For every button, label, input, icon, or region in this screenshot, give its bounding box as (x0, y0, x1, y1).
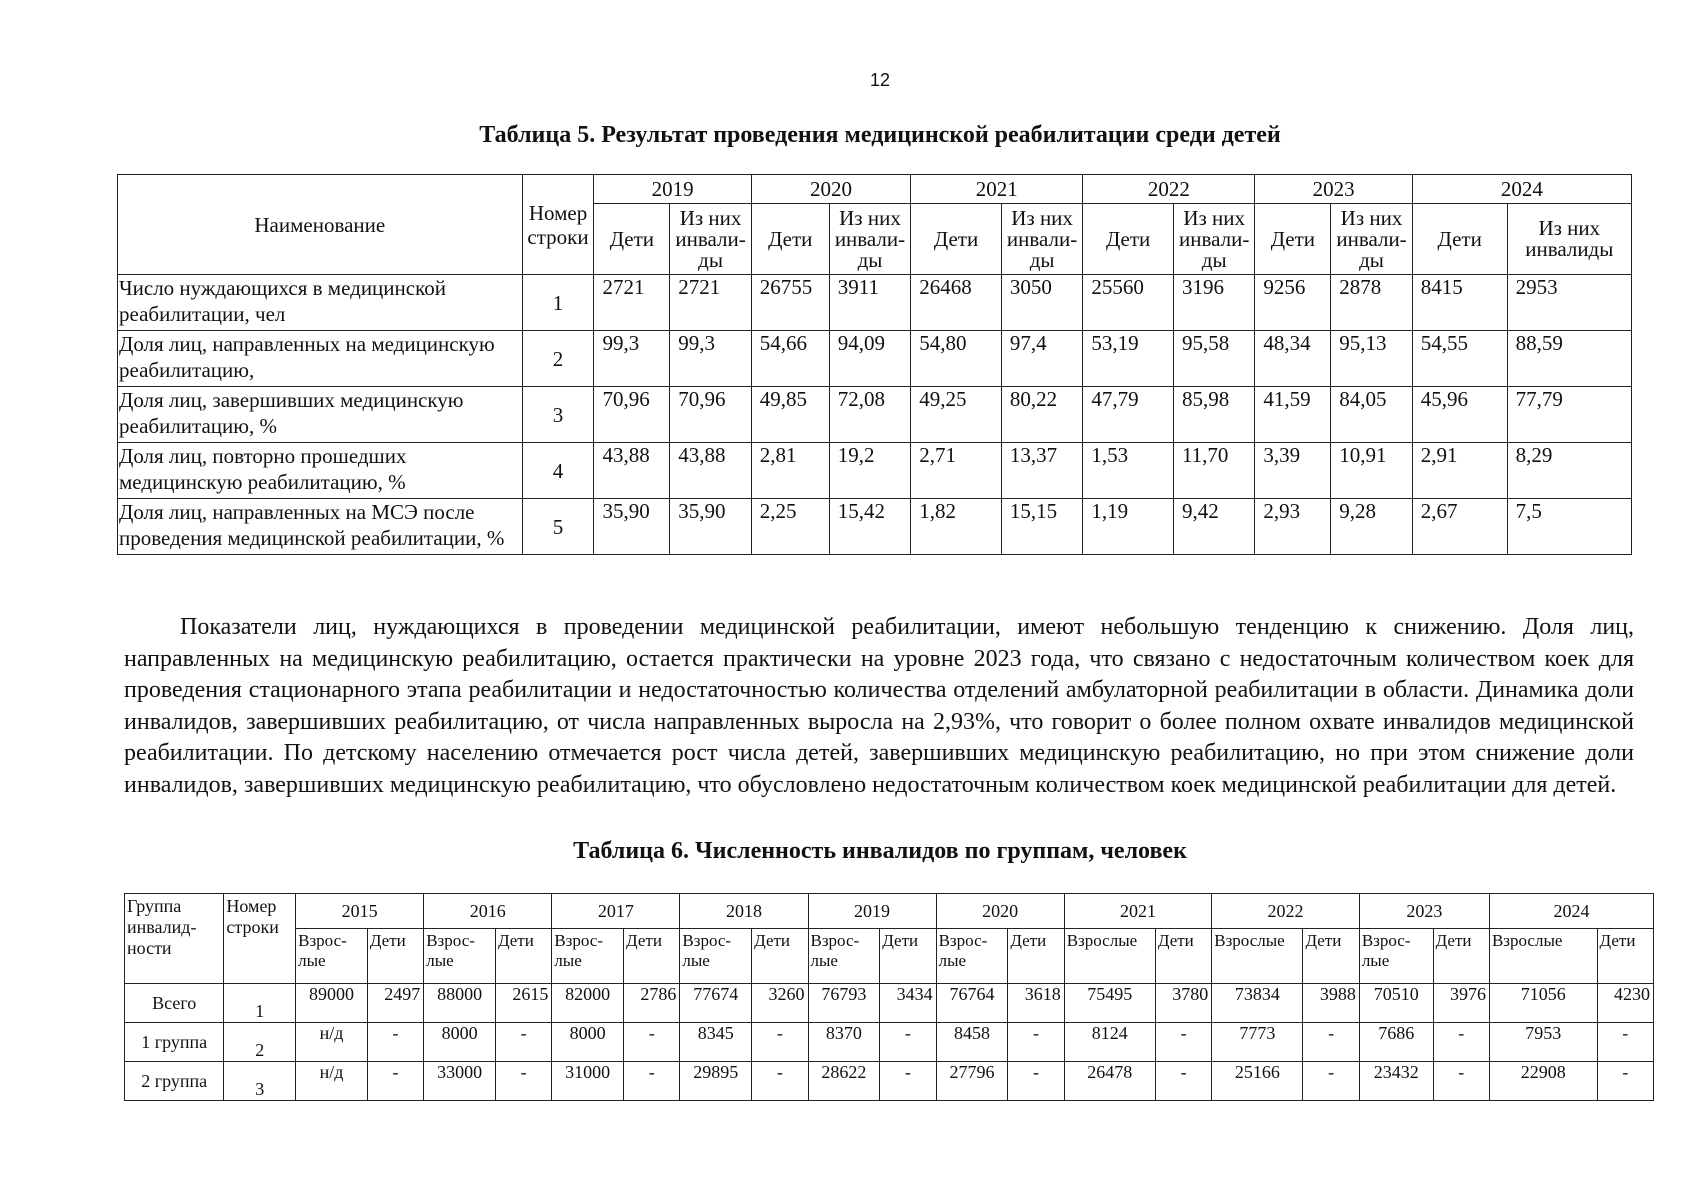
table-cell: 71056 (1489, 984, 1597, 1023)
table-cell: 10,91 (1331, 443, 1412, 499)
table-cell: 13,37 (1001, 443, 1082, 499)
table6-sub-adults: Взрос- лые (936, 929, 1008, 984)
table-cell: 2,81 (751, 443, 829, 499)
table5-sub-disabled: Из них инвали- ды (1173, 204, 1254, 275)
row-name: Число нуждающихся в медицинской реабилитации, чел (118, 275, 523, 331)
table6-sub-adults: Взрос- лые (808, 929, 880, 984)
table-cell: 2,25 (751, 499, 829, 555)
table5-sub-disabled: Из них инвали- ды (1001, 204, 1082, 275)
table5-year-header: 2024 (1412, 175, 1631, 204)
table6-sub-adults: Взрос- лые (680, 929, 752, 984)
table-cell: 11,70 (1173, 443, 1254, 499)
table-row (118, 387, 1632, 443)
table-cell: 8000 (424, 1023, 496, 1062)
table-cell: 80,22 (1001, 387, 1082, 443)
table6-sub-children: Дети (880, 929, 936, 984)
row-name: Доля лиц, направленных на МСЭ после проведения медицинской реабилитации, % (118, 499, 523, 555)
table-cell: 23432 (1359, 1062, 1433, 1101)
table-cell: 99,3 (594, 331, 670, 387)
table6-sub-children: Дети (495, 929, 551, 984)
table6-sub-adults: Взрослые (1212, 929, 1303, 984)
row-number: 2 (224, 1023, 296, 1062)
table-cell: 41,59 (1255, 387, 1331, 443)
table-cell: 2,71 (911, 443, 1002, 499)
table5-sub-children: Дети (1412, 204, 1507, 275)
table-cell: 35,90 (670, 499, 751, 555)
table-cell: 53,19 (1083, 331, 1174, 387)
body-paragraph: Показатели лиц, нуждающихся в проведении медицинской реабилитации, имеют небольшую тенденцию к снижению. Доля лиц, направленных на медицинскую реабилитацию, остается практически на уровне 2023 года, что связано с недостаточным количеством коек для проведения стационарного этапа реабилитации и недостаточностью количества отделений амбулаторной реабилитации в области. Динамика доли инвалидов, завершивших реабилитацию, от числа направленных выросла на 2,93%, что говорит о более полном охвате инвалидов медицинской реабилитации. По детскому населению отмечается рост числа детей, завершивших медицинскую реабилитацию, но при этом снижение доли инвалидов, завершивших медицинскую реабилитацию, что обусловлено недостаточным количеством коек медицинской реабилитации для детей. (124, 614, 1634, 798)
table-cell: - (880, 1023, 936, 1062)
row-name: Всего (125, 984, 224, 1023)
table-cell: 54,66 (751, 331, 829, 387)
table-cell: 1,82 (911, 499, 1002, 555)
table-cell: 99,3 (670, 331, 751, 387)
table5-year-header: 2019 (594, 175, 751, 204)
table6-sub-children: Дети (1433, 929, 1489, 984)
table-cell: 3050 (1001, 275, 1082, 331)
table-cell: 77,79 (1507, 387, 1631, 443)
table6-sub-children: Дети (1597, 929, 1653, 984)
table-cell: 8124 (1064, 1023, 1155, 1062)
table-cell: - (367, 1023, 423, 1062)
table-row (118, 275, 1632, 331)
table5-sub-children: Дети (1083, 204, 1174, 275)
table6-header-group: Группа инвалид- ности (125, 894, 224, 984)
row-number: 1 (522, 275, 594, 331)
table6-year-header: 2017 (552, 894, 680, 929)
row-number: 3 (224, 1062, 296, 1101)
table-cell: 8,29 (1507, 443, 1631, 499)
table-cell: 3260 (752, 984, 808, 1023)
table6-sub-children: Дети (752, 929, 808, 984)
table-cell: 2,91 (1412, 443, 1507, 499)
table6-sub-children: Дети (1303, 929, 1359, 984)
table5-year-header: 2021 (911, 175, 1083, 204)
table-cell: 2721 (594, 275, 670, 331)
table5-sub-disabled: Из них инвали- ды (1331, 204, 1412, 275)
row-number: 3 (522, 387, 594, 443)
table-cell: 49,25 (911, 387, 1002, 443)
table-cell: - (752, 1062, 808, 1101)
table-cell: 3988 (1303, 984, 1359, 1023)
table6-year-header: 2024 (1489, 894, 1653, 929)
table-cell: 43,88 (594, 443, 670, 499)
table5-header-row-number: Номер строки (522, 175, 594, 275)
table6-year-header: 2015 (296, 894, 424, 929)
table-cell: 54,55 (1412, 331, 1507, 387)
table-cell: 2721 (670, 275, 751, 331)
table-cell: 33000 (424, 1062, 496, 1101)
table-cell: - (1597, 1062, 1653, 1101)
table-cell: 25560 (1083, 275, 1174, 331)
table6-sub-adults: Взрослые (1489, 929, 1597, 984)
table6-year-header: 2019 (808, 894, 936, 929)
table-cell: - (495, 1023, 551, 1062)
table-cell: 3,39 (1255, 443, 1331, 499)
table-cell: 28622 (808, 1062, 880, 1101)
page-number: 12 (869, 70, 891, 90)
table-cell: 82000 (552, 984, 624, 1023)
table-cell: 70510 (1359, 984, 1433, 1023)
table6-sub-children: Дети (367, 929, 423, 984)
table-row (118, 499, 1632, 555)
table5-sub-disabled: Из них инвалиды (1507, 204, 1631, 275)
table-cell: 7686 (1359, 1023, 1433, 1062)
table-cell: - (624, 1023, 680, 1062)
table-cell: 7773 (1212, 1023, 1303, 1062)
table-cell: 45,96 (1412, 387, 1507, 443)
table-cell: 88,59 (1507, 331, 1631, 387)
table-cell: - (752, 1023, 808, 1062)
table-cell: 2878 (1331, 275, 1412, 331)
table-cell: 29895 (680, 1062, 752, 1101)
row-name: Доля лиц, завершивших медицинскую реабилитацию, % (118, 387, 523, 443)
table5-year-header: 2022 (1083, 175, 1255, 204)
table-cell: 97,4 (1001, 331, 1082, 387)
table-cell: 15,42 (829, 499, 910, 555)
table-row (118, 331, 1632, 387)
table6-sub-adults: Взрос- лые (424, 929, 496, 984)
table-cell: 3976 (1433, 984, 1489, 1023)
table-cell: - (1433, 1023, 1489, 1062)
table-cell: 76793 (808, 984, 880, 1023)
table-cell: - (495, 1062, 551, 1101)
table-cell: - (1155, 1023, 1211, 1062)
table-cell: 3911 (829, 275, 910, 331)
table-cell: 31000 (552, 1062, 624, 1101)
table6-sub-adults: Взрос- лые (296, 929, 368, 984)
table-cell: 2786 (624, 984, 680, 1023)
row-number: 2 (522, 331, 594, 387)
table-cell: н/д (296, 1023, 368, 1062)
table-cell: 54,80 (911, 331, 1002, 387)
table-cell: 1,19 (1083, 499, 1174, 555)
table-cell: 49,85 (751, 387, 829, 443)
table-cell: 22908 (1489, 1062, 1597, 1101)
table6-sub-children: Дети (1008, 929, 1064, 984)
table-row (125, 1062, 1654, 1101)
table-cell: 43,88 (670, 443, 751, 499)
table-row (125, 984, 1654, 1023)
table-cell: 76764 (936, 984, 1008, 1023)
table5-title: Таблица 5. Результат проведения медицинской реабилитации среди детей (479, 122, 1281, 148)
row-number: 1 (224, 984, 296, 1023)
table-cell: - (1008, 1062, 1064, 1101)
table6-title: Таблица 6. Численность инвалидов по группам, человек (573, 838, 1187, 864)
table6-sub-children: Дети (1155, 929, 1211, 984)
table-cell: 48,34 (1255, 331, 1331, 387)
table5-year-header: 2020 (751, 175, 910, 204)
table6-year-header: 2018 (680, 894, 808, 929)
table-cell: 2615 (495, 984, 551, 1023)
table-cell: 26755 (751, 275, 829, 331)
table-cell: 25166 (1212, 1062, 1303, 1101)
table5-year-header: 2023 (1255, 175, 1412, 204)
table-cell: - (1155, 1062, 1211, 1101)
table5 (117, 174, 1632, 555)
table-cell: 89000 (296, 984, 368, 1023)
table-cell: 7953 (1489, 1023, 1597, 1062)
table6-sub-adults: Взрослые (1064, 929, 1155, 984)
table-cell: 8415 (1412, 275, 1507, 331)
table-cell: 26468 (911, 275, 1002, 331)
table-cell: 9,42 (1173, 499, 1254, 555)
table-cell: 47,79 (1083, 387, 1174, 443)
table-cell: 95,58 (1173, 331, 1254, 387)
row-number: 4 (522, 443, 594, 499)
table5-sub-children: Дети (594, 204, 670, 275)
table-cell: 8000 (552, 1023, 624, 1062)
table-cell: 8458 (936, 1023, 1008, 1062)
table-cell: 15,15 (1001, 499, 1082, 555)
row-name: Доля лиц, повторно прошедших медицинскую реабилитацию, % (118, 443, 523, 499)
table-cell: - (1597, 1023, 1653, 1062)
table-cell: 94,09 (829, 331, 910, 387)
table-cell: - (1303, 1062, 1359, 1101)
table-cell: 95,13 (1331, 331, 1412, 387)
table-cell: 8345 (680, 1023, 752, 1062)
table-cell: 3780 (1155, 984, 1211, 1023)
table-cell: 72,08 (829, 387, 910, 443)
table6-sub-adults: Взрос- лые (1359, 929, 1433, 984)
table-cell: 4230 (1597, 984, 1653, 1023)
table-row (118, 443, 1632, 499)
table-cell: 73834 (1212, 984, 1303, 1023)
table-cell: 2,67 (1412, 499, 1507, 555)
table5-sub-children: Дети (1255, 204, 1331, 275)
table5-header-name: Наименование (118, 175, 523, 275)
table6-body (125, 984, 1654, 1101)
table-cell: 70,96 (670, 387, 751, 443)
table6-year-header: 2023 (1359, 894, 1489, 929)
table-cell: 9256 (1255, 275, 1331, 331)
table-cell: - (1433, 1062, 1489, 1101)
table-cell: 26478 (1064, 1062, 1155, 1101)
table-row (125, 1023, 1654, 1062)
table5-body (118, 275, 1632, 555)
row-name: 2 группа (125, 1062, 224, 1101)
table-cell: - (880, 1062, 936, 1101)
table6-sub-adults: Взрос- лые (552, 929, 624, 984)
table6-year-header: 2021 (1064, 894, 1212, 929)
table-cell: - (624, 1062, 680, 1101)
table5-sub-children: Дети (911, 204, 1002, 275)
table-cell: 75495 (1064, 984, 1155, 1023)
table-cell: - (1008, 1023, 1064, 1062)
table6 (124, 893, 1654, 1101)
table-cell: 2497 (367, 984, 423, 1023)
table6-sub-children: Дети (624, 929, 680, 984)
table-cell: н/д (296, 1062, 368, 1101)
table-cell: 2,93 (1255, 499, 1331, 555)
row-name: 1 группа (125, 1023, 224, 1062)
table5-sub-children: Дети (751, 204, 829, 275)
table-cell: 1,53 (1083, 443, 1174, 499)
table-cell: 3196 (1173, 275, 1254, 331)
table6-year-header: 2022 (1212, 894, 1360, 929)
table-cell: 27796 (936, 1062, 1008, 1101)
table-cell: 2953 (1507, 275, 1631, 331)
table5-sub-disabled: Из них инвали- ды (670, 204, 751, 275)
table-cell: - (367, 1062, 423, 1101)
table-cell: 7,5 (1507, 499, 1631, 555)
table-cell: 84,05 (1331, 387, 1412, 443)
table-cell: 35,90 (594, 499, 670, 555)
table-cell: 3434 (880, 984, 936, 1023)
table5-sub-disabled: Из них инвали- ды (829, 204, 910, 275)
table-cell: 8370 (808, 1023, 880, 1062)
table-cell: 70,96 (594, 387, 670, 443)
table-cell: 88000 (424, 984, 496, 1023)
table-cell: 77674 (680, 984, 752, 1023)
table6-year-header: 2020 (936, 894, 1064, 929)
row-number: 5 (522, 499, 594, 555)
table-cell: 3618 (1008, 984, 1064, 1023)
row-name: Доля лиц, направленных на медицинскую реабилитацию, (118, 331, 523, 387)
table-cell: - (1303, 1023, 1359, 1062)
table6-header-row-number: Номер строки (224, 894, 296, 984)
table-cell: 85,98 (1173, 387, 1254, 443)
table-cell: 19,2 (829, 443, 910, 499)
table-cell: 9,28 (1331, 499, 1412, 555)
table6-year-header: 2016 (424, 894, 552, 929)
